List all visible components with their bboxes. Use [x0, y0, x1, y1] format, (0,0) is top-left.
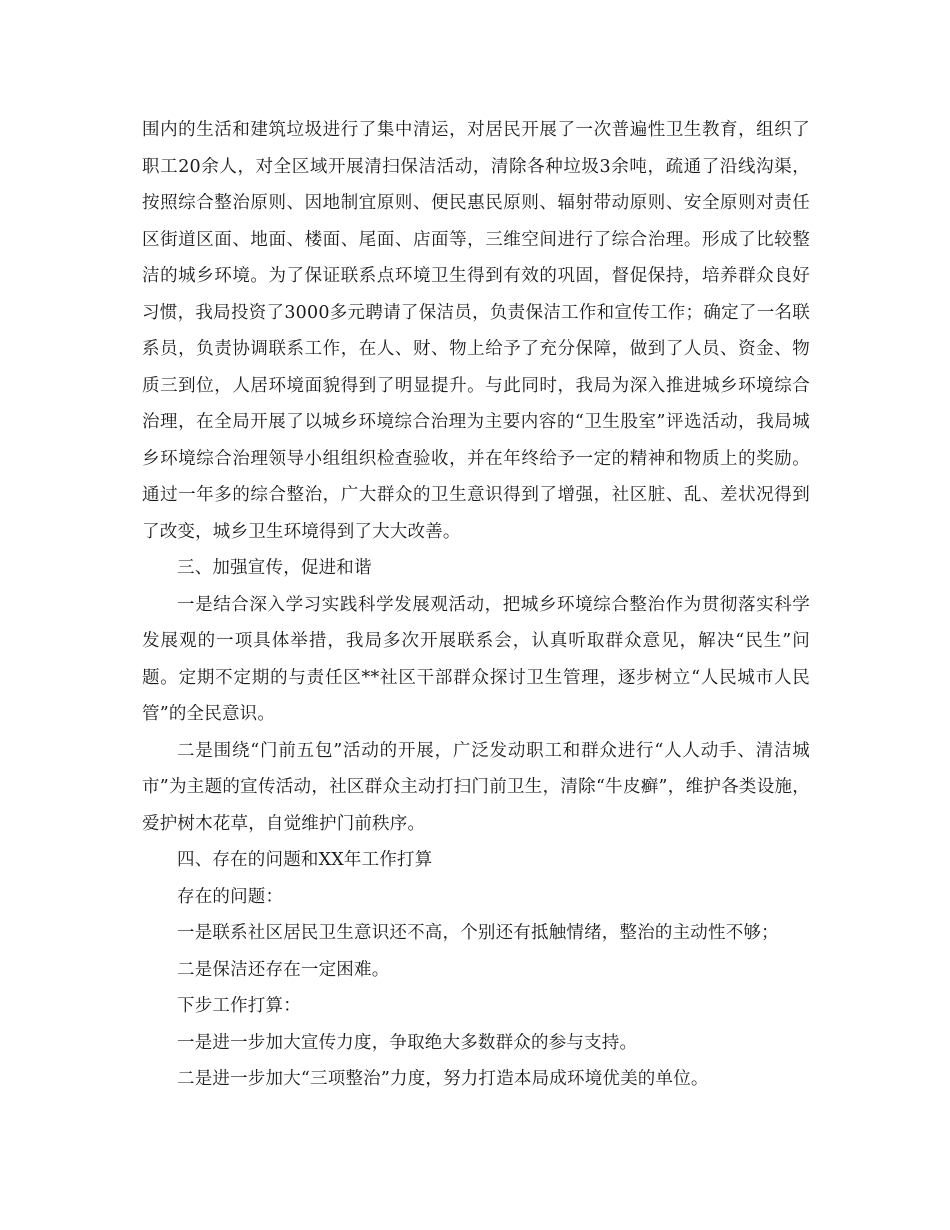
section-heading-4: 四、存在的问题和XX年工作打算 [177, 850, 433, 870]
plan-item: 二是进一步加大“三项整治”力度，努力打造本局成环境优美的单位。 [177, 1069, 709, 1089]
paragraph: 一是结合深入学习实践科学发展观活动，把城乡环境综合整治作为贯彻落实科学发展观的一项具体举措，我局多次开展联系会，认真听取群众意见，解决“民生”问题。定期不定期的与责任区**社区干部群众探讨卫生管理，逐步树立“人民城市人民管”的全民意识。 [142, 594, 810, 724]
subheading-problems: 存在的问题： [177, 886, 284, 907]
paragraph: 二是围绕“门前五包”活动的开展，广泛发动职工和群众进行“人人动手、清洁城市”为主题的宣传活动，社区群众主动打扫门前卫生，清除“牛皮癣”，维护各类设施，爱护树木花草，自觉维护门前秩序。 [142, 740, 810, 834]
document-body [142, 112, 810, 1098]
paragraph-continuation: 围内的生活和建筑垃圾进行了集中清运，对居民开展了一次普遍性卫生教育，组织了职工20余人，对全区域开展清扫保洁活动，清除各种垃圾3余吨，疏通了沿线沟渠，按照综合整治原则、因地制宜原则、便民惠民原则、辐射带动原则、安全原则对责任区街道区面、地面、楼面、尾面、店面等，三维空间进行了综合治理。形成了比较整洁的城乡环境。为了保证联系点环境卫生得到有效的巩固，督促保持，培养群众良好习惯，我局投资了3000多元聘请了保洁员，负责保洁工作和宣传工作；确定了一名联系员，负责协调联系工作，在人、财、物上给予了充分保障，做到了人员、资金、物质三到位，人居环境面貌得到了明显提升。与此同时，我局为深入推进城乡环境综合治理，在全局开展了以城乡环境综合治理为主要内容的“卫生股室”评选活动，我局城乡环境综合治理领导小组组织检查验收，并在年终给予一定的精神和物质上的奖励。通过一年多的综合整治，广大群众的卫生意识得到了增强，社区脏、乱、差状况得到了改变，城乡卫生环境得到了大大改善。 [142, 120, 810, 542]
plan-item: 一是进一步加大宣传力度，争取绝大多数群众的参与支持。 [177, 1032, 638, 1053]
section-heading-3: 三、加强宣传，促进和谐 [177, 558, 372, 578]
subheading-plans: 下步工作打算： [177, 996, 301, 1016]
problem-item: 二是保洁还存在一定困难。 [177, 959, 390, 980]
problem-item: 一是联系社区居民卫生意识还不高，个别还有抵触情绪，整治的主动性不够； [177, 923, 779, 943]
